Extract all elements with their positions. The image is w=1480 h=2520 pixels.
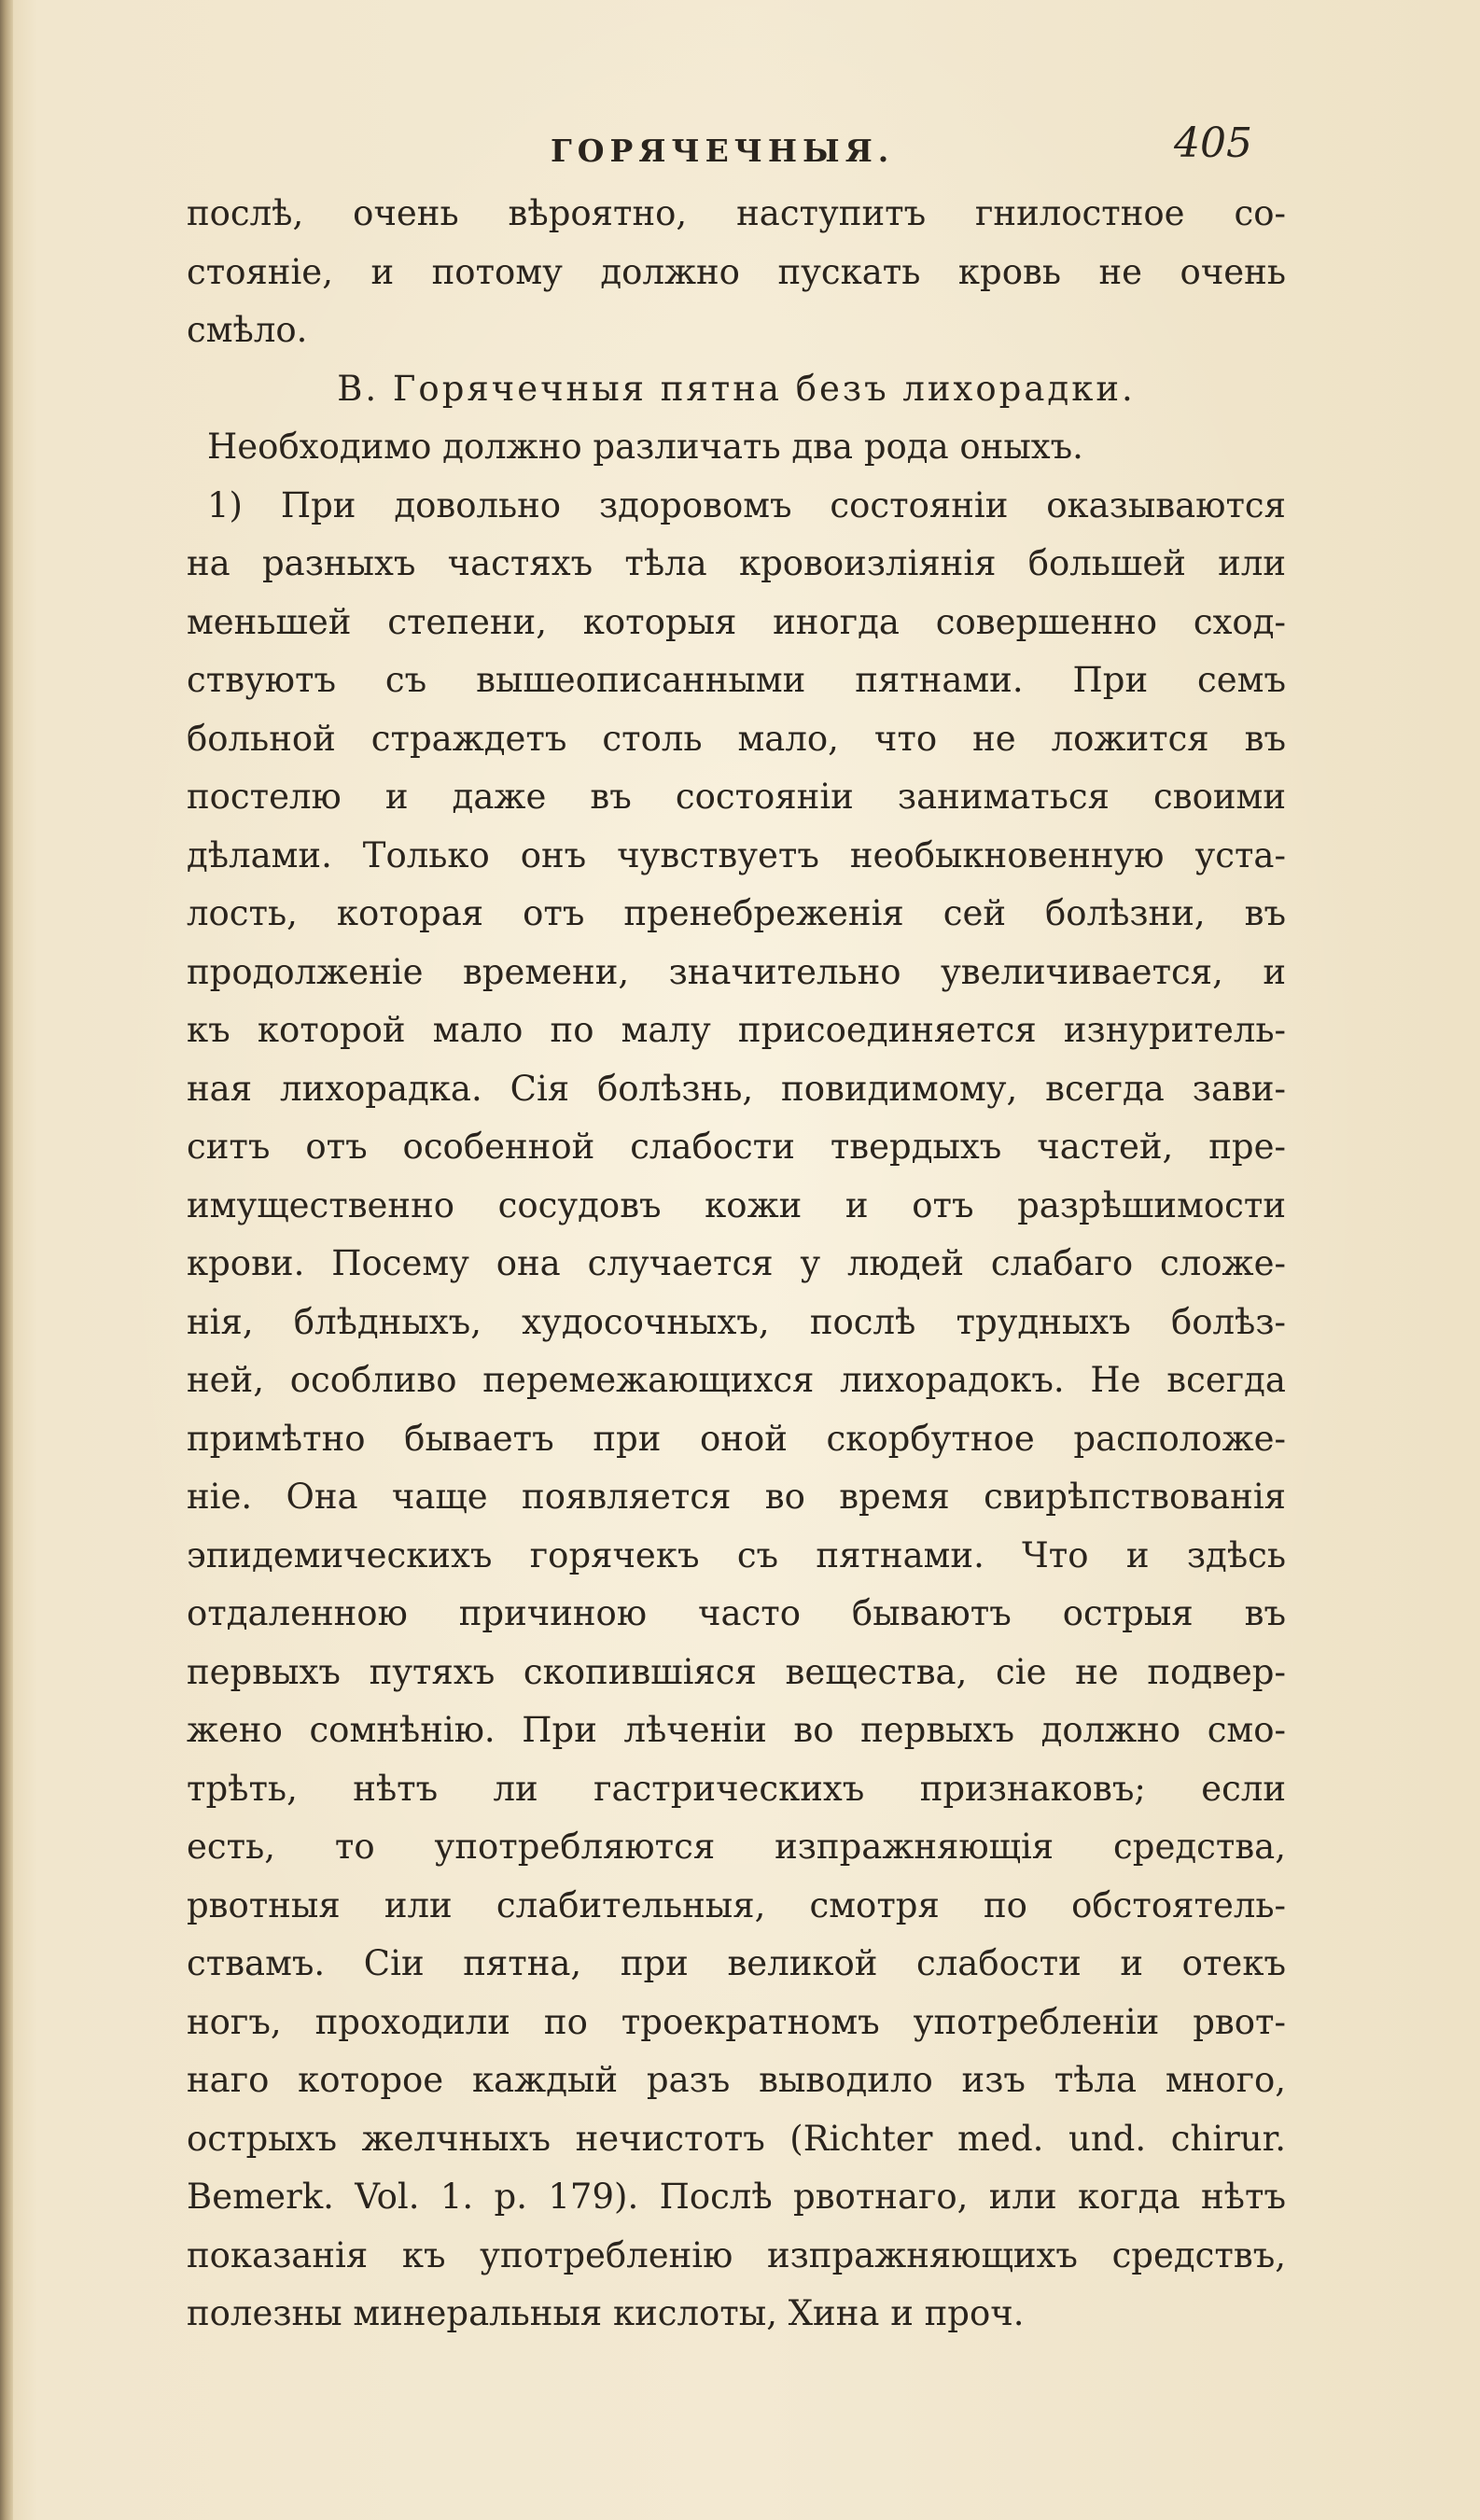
body-text bbox=[187, 185, 1286, 2344]
page-header bbox=[187, 119, 1306, 185]
text-line: первыхъ путяхъ скопившіяся вещества, сіе не подвер- bbox=[187, 1651, 1286, 1692]
text-line: 1) При довольно здоровомъ состояніи оказываются bbox=[207, 484, 1286, 525]
text-line: острыхъ желчныхъ нечистотъ (Richter med. und. chirur. bbox=[187, 2118, 1286, 2159]
text-line: примѣтно бываетъ при оной скорбутное расположе- bbox=[187, 1418, 1286, 1459]
text-line: на разныхъ частяхъ тѣла кровоизліянія большей или bbox=[187, 543, 1286, 583]
text-line: постелю и даже въ состояніи заниматься своими bbox=[187, 777, 1286, 817]
text-line: полезны минеральныя кислоты, Хина и проч. bbox=[187, 2293, 1025, 2333]
page-binding-edge bbox=[0, 0, 13, 2520]
text-line: стояніе, и потому должно пускать кровь не очень bbox=[187, 251, 1286, 292]
text-line: трѣть, нѣтъ ли гастрическихъ признаковъ; если bbox=[187, 1768, 1286, 1809]
text-line: ногъ, проходили по троекратномъ употребленіи рвот- bbox=[187, 2001, 1286, 2042]
text-line: есть, то употребляются изпражняющія средства, bbox=[187, 1827, 1286, 1867]
running-head: ГОРЯЧЕЧНЫЯ. bbox=[551, 133, 895, 169]
text-line: продолженіе времени, значительно увеличивается, и bbox=[187, 951, 1286, 992]
text-line: жено сомнѣнію. При лѣченіи во первыхъ должно смо- bbox=[187, 1710, 1286, 1750]
text-line: лость, которая отъ пренебреженія сей болѣзни, въ bbox=[187, 893, 1286, 933]
section-heading: B. Горячечныя пятна безъ лихорадки. bbox=[337, 368, 1136, 409]
text-line: наго которое каждый разъ выводило изъ тѣла много, bbox=[187, 2060, 1286, 2100]
text-line: имущественно сосудовъ кожи и отъ разрѣшимости bbox=[187, 1184, 1286, 1225]
text-line: показанія къ употребленію изпражняющихъ средствъ, bbox=[187, 2234, 1286, 2275]
text-line: ствамъ. Сіи пятна, при великой слабости и отекъ bbox=[187, 1943, 1286, 1983]
text-line: нія, блѣдныхъ, худосочныхъ, послѣ трудныхъ болѣз- bbox=[187, 1301, 1286, 1342]
text-line: ситъ отъ особенной слабости твердыхъ частей, пре- bbox=[187, 1127, 1286, 1167]
page-number: 405 bbox=[1174, 119, 1252, 167]
text-line: меньшей степени, которыя иногда совершенно сход- bbox=[187, 601, 1286, 642]
text-line: ствуютъ съ вышеописанными пятнами. При семъ bbox=[187, 660, 1286, 700]
text-line: къ которой мало по малу присоединяется изнуритель- bbox=[187, 1010, 1286, 1050]
text-line: крови. Посему она случается у людей слабаго сложе- bbox=[187, 1243, 1286, 1283]
text-line: ная лихорадка. Сія болѣзнь, повидимому, всегда зави- bbox=[187, 1068, 1286, 1109]
text-line: смѣло. bbox=[187, 310, 308, 350]
text-line: рвотныя или слабительныя, смотря по обстоятель- bbox=[187, 1884, 1286, 1925]
text-line: послѣ, очень вѣроятно, наступитъ гнилостное со- bbox=[187, 193, 1286, 233]
text-line: отдаленною причиною часто бываютъ острыя въ bbox=[187, 1593, 1286, 1633]
text-line: Необходимо должно различать два рода оныхъ. bbox=[207, 427, 1083, 467]
text-line: ней, особливо перемежающихся лихорадокъ. Не всегда bbox=[187, 1360, 1286, 1400]
text-line: ніе. Она чаще появляется во время свирѣпствованія bbox=[187, 1477, 1286, 1517]
text-line: больной страждетъ столь мало, что не ложится въ bbox=[187, 718, 1286, 759]
text-line: Bemerk. Vol. 1. p. 179). Послѣ рвотнаго, или когда нѣтъ bbox=[187, 2177, 1286, 2217]
text-line: эпидемическихъ горячекъ съ пятнами. Что и здѣсь bbox=[187, 1534, 1286, 1575]
text-line: дѣлами. Только онъ чувствуетъ необыкновенную уста- bbox=[187, 834, 1286, 875]
